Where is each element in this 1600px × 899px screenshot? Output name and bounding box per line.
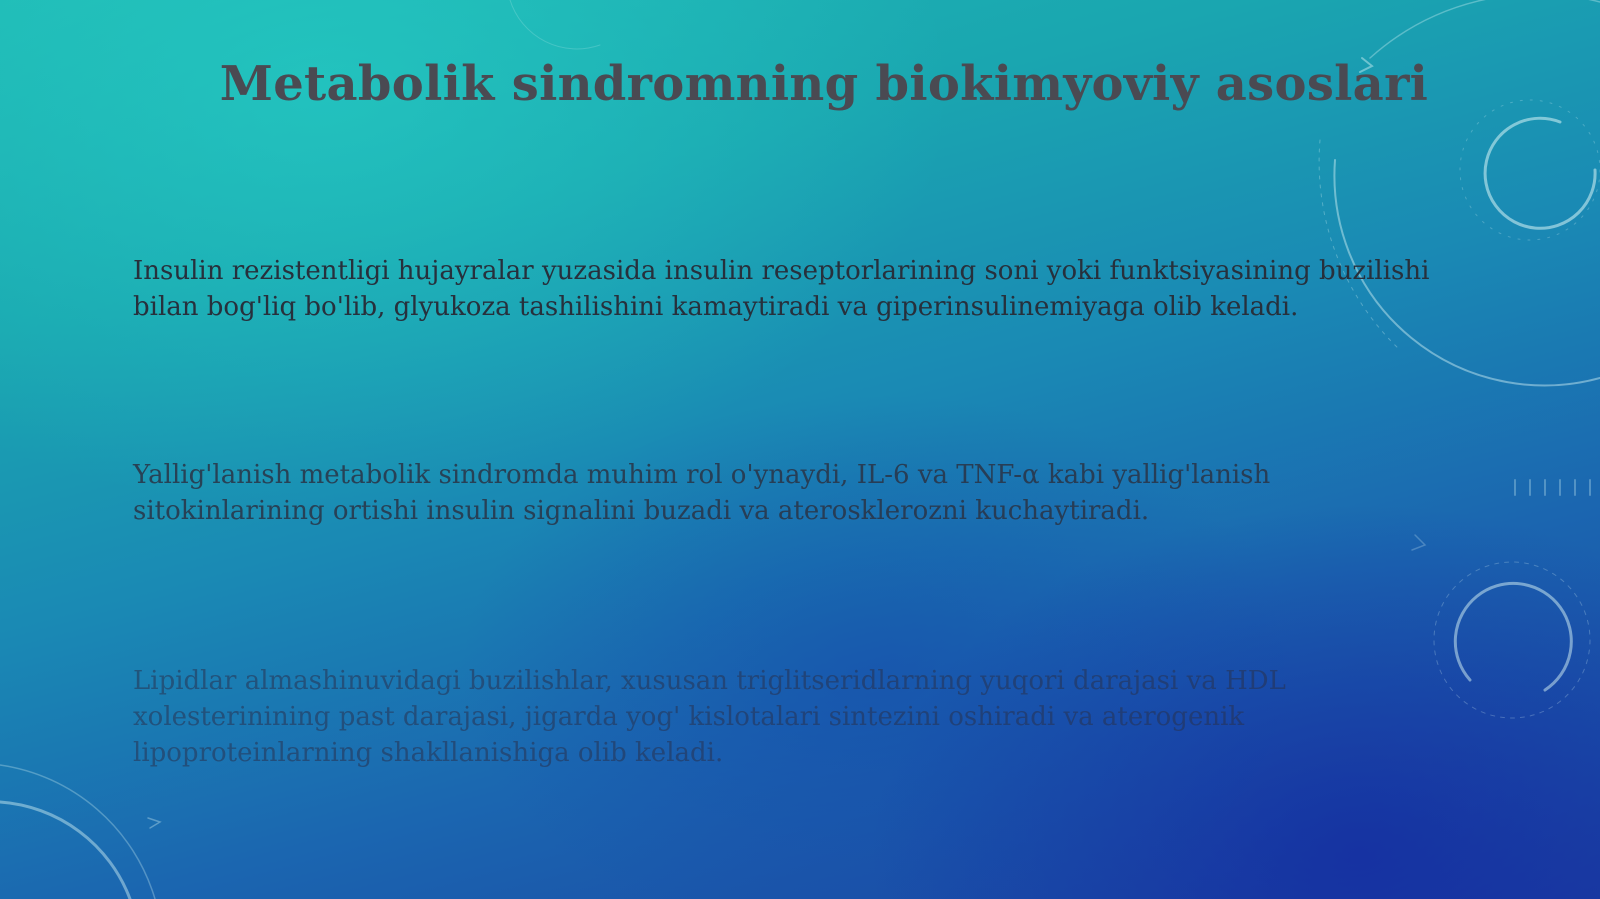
slide-title: Metabolik sindromning biokimyoviy asoslari bbox=[219, 56, 1429, 112]
paragraph-lipid-metabolism: Lipidlar almashinuvidagi buzilishlar, xususan triglitseridlarning yuqori darajasi va HDL xolesterinining past darajasi, jigarda yog' kislotalari sintezini oshiradi va aterogenik lipoproteinlarning shakllanishiga olib keladi. bbox=[133, 666, 1286, 768]
paragraph-inflammation: Yallig'lanish metabolik sindromda muhim rol o'ynaydi, IL-6 va TNF-α kabi yallig'lanish sitokinlarining ortishi insulin signalini buzadi va aterosklerozni kuchaytiradi. bbox=[133, 460, 1271, 526]
paragraph-insulin-resistance: Insulin rezistentligi hujayralar yuzasida insulin reseptorlarining soni yoki funktsiyasining buzilishi bilan bog'liq bo'lib, glyukoza tashilishini kamaytiradi va giperinsulinemiyaga olib keladi. bbox=[133, 256, 1430, 322]
